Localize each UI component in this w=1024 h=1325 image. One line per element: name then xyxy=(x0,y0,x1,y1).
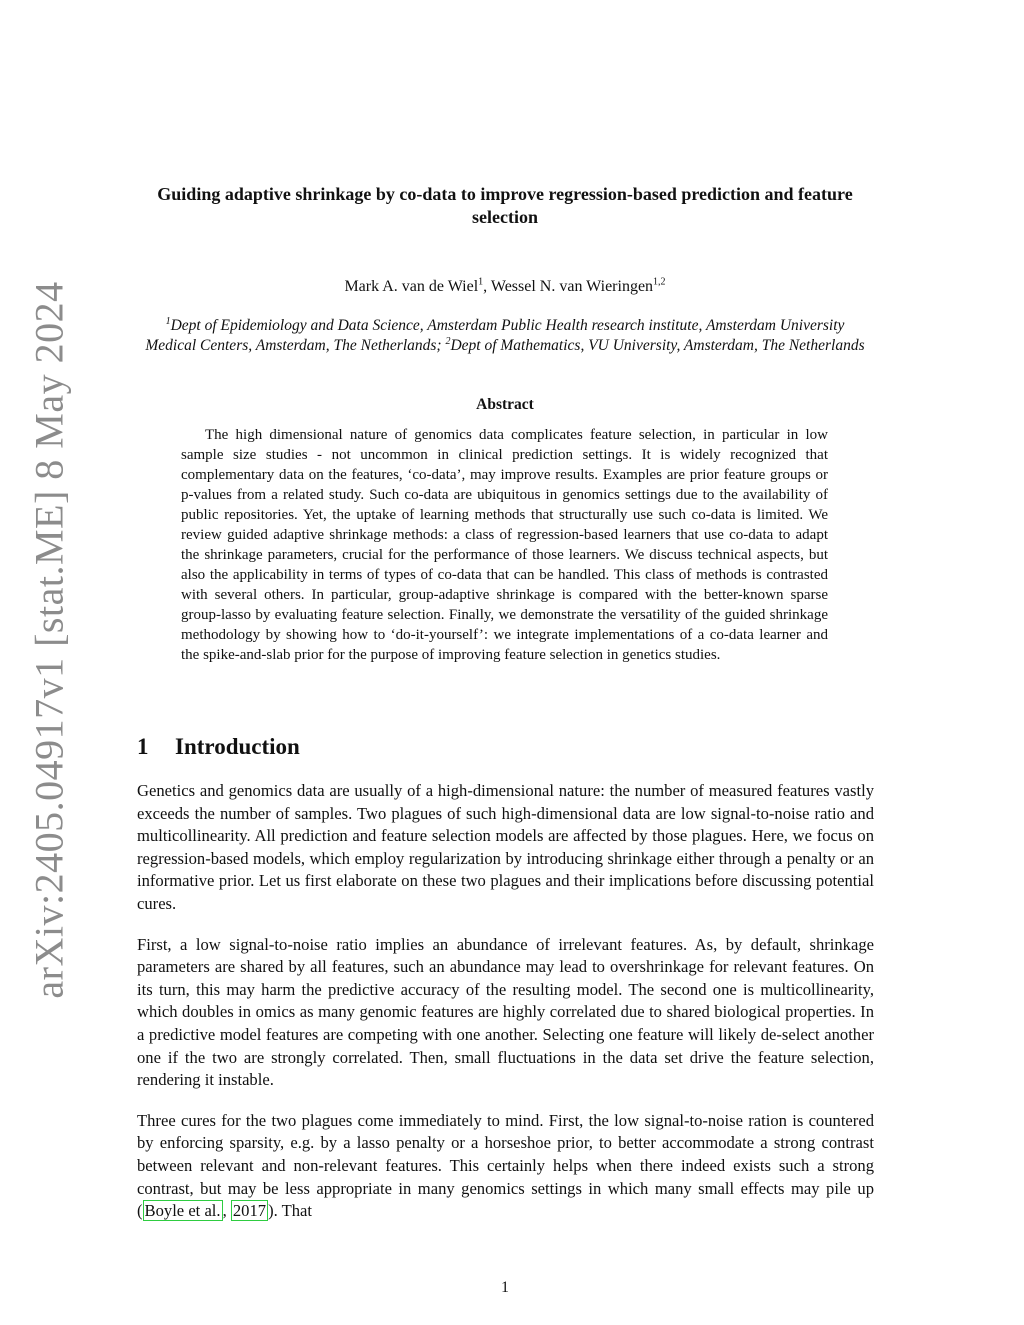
section-number: 1 xyxy=(137,734,149,759)
author-affiliation-marker: 1 xyxy=(478,276,484,288)
body-text xyxy=(137,780,874,1241)
paragraph xyxy=(137,1110,874,1223)
author-name: Wessel N. van Wieringen xyxy=(490,278,654,295)
author-name: Mark A. van de Wiel xyxy=(344,278,479,295)
affiliation-marker: 2 xyxy=(445,335,451,347)
affiliations xyxy=(140,316,870,356)
author-separator: , xyxy=(483,278,491,295)
affiliation-text: Dept of Mathematics, VU University, Amsterdam, The Netherlands xyxy=(450,337,865,354)
citation-separator: , xyxy=(222,1201,231,1221)
section-title: Introduction xyxy=(175,734,300,759)
author-affiliation-marker: 1,2 xyxy=(653,276,666,288)
citation-link[interactable]: Boyle et al. xyxy=(144,1201,221,1221)
paragraph-text: Three cures for the two plagues come immediately to mind. First, the low signal-to-noise ration is countered by enforcing sparsity, e.g. by a lasso penalty or a horseshoe prior, to better accommodate a strong contrast between relevant and non-relevant features. This certainly helps when there indeed exists such a strong contrast, but may be less appropriate in many genomics settings in which many small effects may pile up ( xyxy=(137,1110,874,1221)
paragraph-text: ). That xyxy=(268,1201,312,1221)
paper-title: Guiding adaptive shrinkage by co-data to improve regression-based prediction and feature selection xyxy=(157,184,853,227)
paragraph: First, a low signal-to-noise ratio implies an abundance of irrelevant features. As, by default, shrinkage parameters are shared by all features, such an abundance may lead to overshrinkage for relevant features. On its turn, this may harm the predictive accuracy of the resulting model. The second one is multicollinearity, which doubles in omics as many genomic features are highly correlated due to shared biological properties. In a predictive model features are competing with one another. Selecting one feature will likely de-select another one if the two are strongly correlated. Then, small fluctuations in the data set drive the feature selection, rendering it instable. xyxy=(137,934,874,1090)
affiliation-text: Dept of Epidemiology and Data Science, Amsterdam Public Health research institute, Amsterdam University Medical Centers, Amsterdam, The Netherlands; xyxy=(145,317,845,354)
section-heading xyxy=(137,734,300,760)
abstract-heading: Abstract xyxy=(476,396,534,413)
abstract-text: The high dimensional nature of genomics data complicates feature selection, in particular in low sample size studies - not uncommon in clinical prediction settings. It is widely recognized that complementary data on the features, ‘co-data’, may improve results. Examples are prior feature groups or p-values from a related study. Such co-data are ubiquitous in genomics settings due to the availability of public repositories. Yet, the uptake of learning methods that structurally use such co-data is limited. We review guided adaptive shrinkage methods: a class of regression-based learners that use co-data to adapt the shrinkage parameters, crucial for the performance of those learners. We discuss technical aspects, but also the applicability in terms of types of co-data that can be handled. This class of methods is contrasted with several others. In particular, group-adaptive shrinkage is compared with the better-known sparse group-lasso by evaluating feature selection. Finally, we demonstrate the versatility of the guided shrinkage methodology by showing how to ‘do-it-yourself’: we integrate implementations of a co-data learner and the spike-and-slab prior for the purpose of improving feature selection in genetics studies. xyxy=(181,427,828,663)
citation-year-link[interactable]: 2017 xyxy=(232,1201,267,1221)
author-list xyxy=(140,278,870,296)
affiliation-marker: 1 xyxy=(165,315,171,327)
paragraph: Genetics and genomics data are usually of a high-dimensional nature: the number of measured features vastly exceeds the number of samples. Two plagues of such high-dimensional data are low signal-to-noise ratio and multicollinearity. All prediction and feature selection models are affected by those plagues. Here, we focus on regression-based models, which employ regularization by introducing shrinkage either through a penalty or an informative prior. Let us first elaborate on these two plagues and their implications before discussing potential cures. xyxy=(137,781,874,913)
abstract-body xyxy=(181,425,828,665)
page-number: 1 xyxy=(501,1279,509,1296)
arxiv-identifier-stamp: arXiv:2405.04917v1 [stat.ME] 8 May 2024 xyxy=(26,281,72,999)
